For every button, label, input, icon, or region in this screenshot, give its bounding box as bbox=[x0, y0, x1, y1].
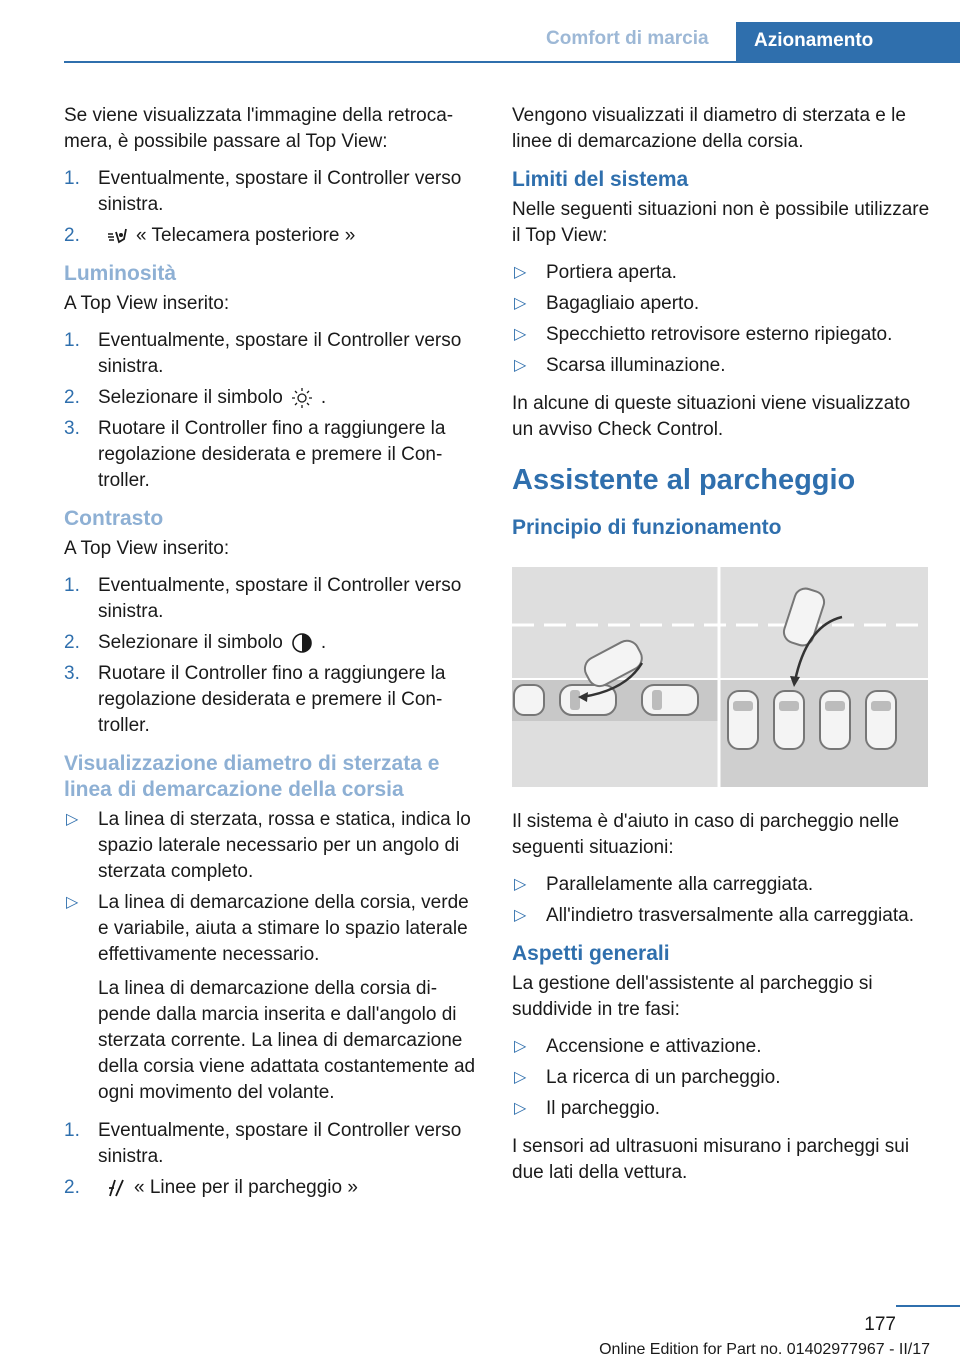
limits-intro: Nelle seguenti situazioni non è possibile utilizzare il Top View: bbox=[512, 199, 930, 246]
step-text: Ruotare il Controller fino a raggiungere la regolazione desiderata e premere il Controller. bbox=[98, 418, 446, 491]
right-column bbox=[512, 103, 930, 1197]
triangle-right-icon: ▷ bbox=[66, 894, 79, 911]
triangle-right-icon: ▷ bbox=[514, 357, 527, 374]
header-section: Comfort di marcia bbox=[546, 28, 709, 49]
triangle-right-icon: ▷ bbox=[514, 264, 527, 281]
list-item bbox=[512, 1065, 930, 1091]
bullet-text: Parallelamente alla carreggiata. bbox=[546, 874, 814, 895]
limits-heading: Limiti del sistema bbox=[512, 168, 689, 191]
triangle-right-icon: ▷ bbox=[514, 876, 527, 893]
general-heading: Aspetti generali bbox=[512, 942, 670, 965]
footer-edition: Online Edition for Part no. 01402977967 - II/17 bbox=[599, 1341, 930, 1358]
figure-caption: Il sistema è d'aiuto in caso di parcheggio nelle seguenti situazioni: bbox=[512, 811, 900, 858]
step-text: Selezionare il simbolo bbox=[98, 387, 283, 408]
triangle-right-icon: ▷ bbox=[514, 295, 527, 312]
bullet-text: All'indietro trasversalmente alla carreggiata. bbox=[546, 905, 914, 926]
step-number: 2. bbox=[64, 1177, 80, 1198]
brightness-intro: A Top View inserito: bbox=[64, 293, 230, 314]
header-chapter-tab bbox=[736, 22, 960, 63]
display-heading: Visualizzazione diametro di sterzata e linea di demarcazione della corsia bbox=[64, 752, 440, 801]
step-number: 1. bbox=[64, 168, 80, 189]
triangle-right-icon: ▷ bbox=[514, 326, 527, 343]
list-item bbox=[64, 1175, 482, 1201]
list-item bbox=[64, 890, 482, 1106]
step-text: Eventualmente, spostare il Controller verso sinistra. bbox=[98, 1120, 462, 1167]
list-item bbox=[64, 385, 482, 411]
bullet-text: Bagagliaio aperto. bbox=[546, 293, 700, 314]
step-text-end: . bbox=[320, 632, 327, 653]
bullet-text: Scarsa illuminazione. bbox=[546, 355, 726, 376]
triangle-right-icon: ▷ bbox=[514, 1100, 527, 1117]
sun-icon bbox=[291, 387, 313, 409]
bullet-text: Il parcheggio. bbox=[546, 1098, 661, 1119]
bullet-text: La linea di demarcazione della corsia, verde e variabile, aiuta a stimare lo spazio laterale effettivamente necessario. bbox=[98, 892, 469, 965]
step-number: 1. bbox=[64, 575, 80, 596]
step-number: 3. bbox=[64, 663, 80, 684]
list-item bbox=[64, 1118, 482, 1170]
general-outro: I sensori ad ultrasuoni misurano i parcheggi sui due lati della vettura. bbox=[512, 1136, 910, 1183]
brightness-steps bbox=[64, 328, 482, 494]
brightness-heading: Luminosità bbox=[64, 262, 177, 285]
triangle-right-icon: ▷ bbox=[514, 907, 527, 924]
list-item bbox=[512, 1096, 930, 1122]
triangle-right-icon: ▷ bbox=[514, 1038, 527, 1055]
triangle-right-icon: ▷ bbox=[514, 1069, 527, 1086]
parking-bullets bbox=[512, 872, 930, 929]
list-item bbox=[512, 291, 930, 317]
header-chapter-label: Azionamento bbox=[754, 30, 874, 51]
step-number: 2. bbox=[64, 632, 80, 653]
list-item bbox=[64, 661, 482, 739]
bullet-continuation: La linea di demarcazione della corsia dipende dalla marcia inserita e dall'angolo di sterzata corrente. La linea di demarcazione della corsia viene adattata costantemente ad ogni movimento del volante. bbox=[98, 978, 476, 1103]
list-item bbox=[64, 416, 482, 494]
rear-camera-icon bbox=[106, 226, 128, 246]
display-bullets bbox=[64, 807, 482, 1106]
step-number: 2. bbox=[64, 225, 80, 246]
list-item bbox=[64, 807, 482, 885]
list-item bbox=[512, 322, 930, 348]
bullet-text: Accensione e attivazione. bbox=[546, 1036, 762, 1057]
step-number: 1. bbox=[64, 1120, 80, 1141]
list-item bbox=[64, 166, 482, 218]
header-rule bbox=[64, 61, 960, 63]
display-steps bbox=[64, 1118, 482, 1201]
list-item bbox=[512, 1034, 930, 1060]
right-intro: Vengono visualizzati il diametro di sterzata e le linee di demarcazione della corsia. bbox=[512, 105, 906, 152]
page-number: 177 bbox=[864, 1314, 896, 1335]
limits-outro: In alcune di queste situazioni viene visualizzato un avviso Check Control. bbox=[512, 393, 911, 440]
step-text: Ruotare il Controller fino a raggiungere la regolazione desiderata e premere il Controller. bbox=[98, 663, 446, 736]
contrast-heading: Contrasto bbox=[64, 507, 164, 530]
step-text: « Telecamera posteriore » bbox=[136, 225, 356, 246]
list-item bbox=[512, 903, 930, 929]
list-item bbox=[64, 630, 482, 656]
list-item bbox=[512, 872, 930, 898]
bullet-text: La linea di sterzata, rossa e statica, indica lo spazio laterale necessario per un angolo di sterzata completo. bbox=[98, 809, 471, 882]
step-number: 2. bbox=[64, 387, 80, 408]
contrast-icon bbox=[291, 632, 313, 654]
limits-bullets bbox=[512, 260, 930, 379]
triangle-right-icon: ▷ bbox=[66, 811, 79, 828]
step-number: 1. bbox=[64, 330, 80, 351]
parking-heading: Assistente al parcheggio bbox=[512, 464, 856, 496]
list-item bbox=[512, 353, 930, 379]
step-text: « Linee per il parcheggio » bbox=[134, 1177, 358, 1198]
step-number: 3. bbox=[64, 418, 80, 439]
intro-steps bbox=[64, 166, 482, 249]
intro-paragraph: Se viene visualizzata l'immagine della retrocamera, è possibile passare al Top View: bbox=[64, 105, 454, 152]
general-intro: La gestione dell'assistente al parcheggio si suddivide in tre fasi: bbox=[512, 973, 873, 1020]
principle-heading: Principio di funzionamento bbox=[512, 516, 782, 539]
step-text: Eventualmente, spostare il Controller verso sinistra. bbox=[98, 575, 462, 622]
step-text: Eventualmente, spostare il Controller verso sinistra. bbox=[98, 168, 462, 215]
contrast-intro: A Top View inserito: bbox=[64, 538, 230, 559]
step-text: Eventualmente, spostare il Controller verso sinistra. bbox=[98, 330, 462, 377]
parking-illustration bbox=[512, 567, 928, 787]
footer-rule bbox=[896, 1305, 960, 1307]
left-column bbox=[64, 103, 482, 1213]
list-item bbox=[64, 573, 482, 625]
list-item bbox=[64, 328, 482, 380]
bullet-text: La ricerca di un parcheggio. bbox=[546, 1067, 781, 1088]
general-bullets bbox=[512, 1034, 930, 1122]
contrast-steps bbox=[64, 573, 482, 739]
step-text: Selezionare il simbolo bbox=[98, 632, 283, 653]
list-item bbox=[64, 223, 482, 249]
parking-lines-icon bbox=[106, 1178, 126, 1198]
bullet-text: Portiera aperta. bbox=[546, 262, 677, 283]
bullet-text: Specchietto retrovisore esterno ripiegato. bbox=[546, 324, 893, 345]
list-item bbox=[512, 260, 930, 286]
step-text-end: . bbox=[320, 387, 327, 408]
